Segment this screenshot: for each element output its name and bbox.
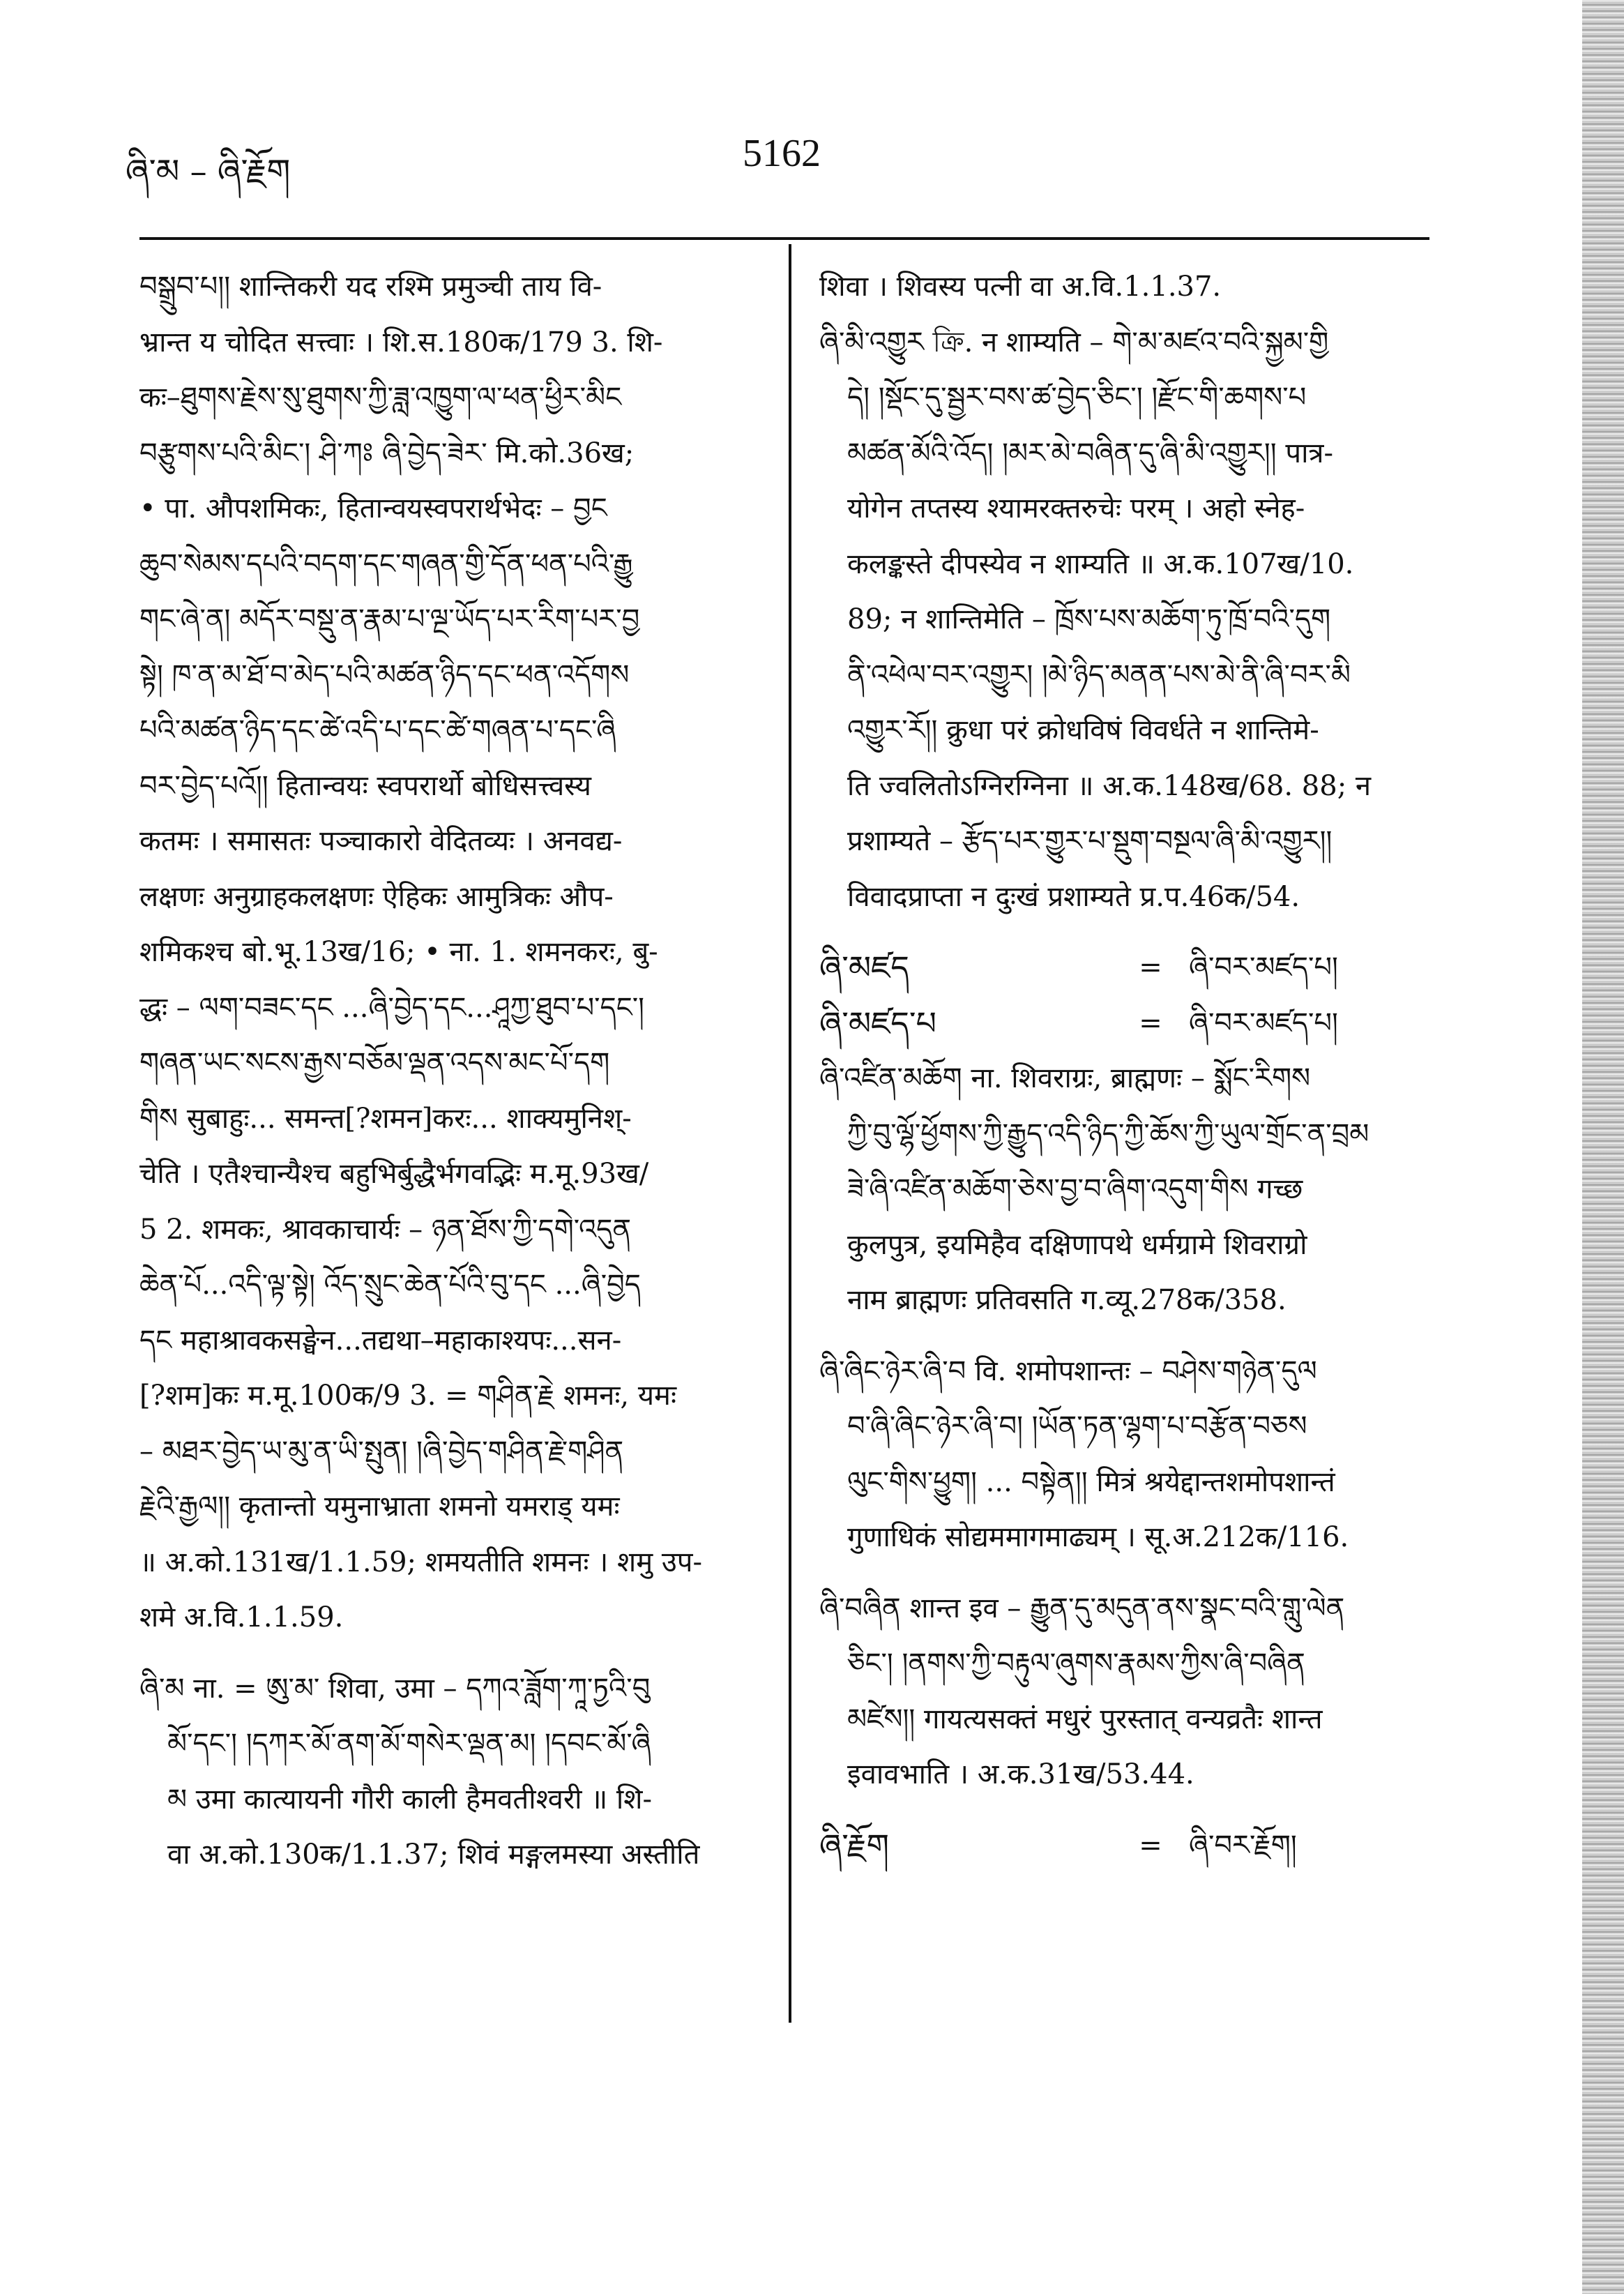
text-line: དང महाश्रावकसङ्घेन...तद्यथा–महाकाश्यपः...सन-: [139, 1324, 622, 1357]
text-line: ཞི་བཞིན शान्त इव – རྒྱུན་དུ་མདུན་ནས་སྣང་བའི་གླུ་ལེན: [819, 1592, 1345, 1624]
text-line: द्धः – ལག་བཟང་དང ...ཞི་བྱེད་དང...ཤཱཀྱ་ཐུབ་པ་དང་།: [139, 991, 645, 1024]
entry-zhi-mi-gyur: [819, 315, 1433, 926]
text-line: भ्रान्त य चोदित सत्त्वाः । शि.स.180क/179 3. शि-: [139, 326, 663, 359]
text-line: योगेन तप्तस्य श्यामरक्तरुचेः परम् । अहो स्नेह-: [847, 492, 1305, 525]
text-line: विवादप्राप्ता न दुःखं प्रशाम्यते प्र.प.46क/54.: [847, 880, 1300, 913]
text-line: ཆེན་པོ...འདི་ལྟ་སྟེ། འོད་སྲུང་ཆེན་པོའི་བུ་དང ...ཞི་བྱེད: [139, 1269, 641, 1301]
text-line: བ་ཞི་ཞིང་ཉེར་ཞི་བ། །ཡོན་ཏན་ལྷག་པ་བརྩོན་བཅས: [847, 1410, 1307, 1442]
column-divider: [789, 244, 791, 2023]
text-line: कलङ्कस्ते दीपस्येव न शाम्यति ॥ अ.क.107ख/10.: [847, 548, 1354, 580]
text-line: • पा. औपशमिकः, हितान्वयस्वपरार्थभेदः – བྱང: [139, 492, 607, 525]
text-line: ནི་འཕེལ་བར་འགྱུར། །མེ་ཉིད་མནན་པས་མེ་ནི་ཞི་བར་མི: [847, 658, 1351, 691]
text-line: ཞི་ཞིང་ཉེར་ཞི་བ वि. शमोपशान्तः – བཤེས་གཉེན་དུལ: [819, 1354, 1317, 1387]
text-line: གང་ཞེ་ན། མདོར་བསྡུ་ན་རྣམ་པ་ལྔ་ཡོད་པར་རིག་པར་བྱ: [139, 603, 640, 635]
text-line: གིས सुबाहुः... समन्त[?शमन]करः... शाक्यमुनिश्-: [139, 1102, 632, 1135]
text-line: नाम ब्राह्मणः प्रतिवसति ग.व्यू.278क/358.: [847, 1284, 1287, 1316]
entry-shivaragra: [819, 1051, 1433, 1329]
text-line: ॥ अ.को.131ख/1.1.59; शमयतीति शमनः । शमु उप-: [139, 1546, 703, 1578]
right-column: [819, 259, 1433, 1873]
cross-ref-headword: ཞི་མཛད་པ: [819, 1004, 936, 1042]
text-line: རྗེའི་རྒྱལ།། कृतान्तो यमुनाभ्राता शमनो यमराड् यमः: [139, 1491, 620, 1523]
running-head: ཞི་མ – ཞི་རྗོག: [126, 152, 291, 191]
text-line: शमे अ.वि.1.1.59.: [139, 1601, 344, 1633]
equals-sign: =: [1139, 1829, 1162, 1862]
text-line: དེ། །སྡོང་དུ་སྦྱར་བས་ཚ་བྱེད་ཅིང་། །རྫོང་གི་ཆགས་པ: [847, 382, 1307, 414]
entry-shanti: [139, 259, 753, 1646]
text-line: इवावभाति । अ.क.31ख/53.44.: [847, 1758, 1194, 1790]
text-line: गुणाधिकं सोद्यममागमाढ्यम् । सू.अ.212क/116.: [847, 1521, 1349, 1553]
left-column: [139, 259, 753, 1883]
text-line: མ उमा कात्यायनी गौरी काली हैमवतीश्वरी ॥ शि-: [167, 1783, 652, 1816]
text-line: འགྱུར་རོ།། क्रुधा परं क्रोधविषं विवर्धते न शान्तिमे-: [847, 714, 1319, 746]
text-line: शिवा । शिवस्य पत्नी वा अ.वि.1.1.37.: [819, 271, 1222, 303]
text-line: ཞི་འཛིན་མཆོག ना. शिवराग्रः, ब्राह्मणः – སྨོང་རིགས: [819, 1062, 1311, 1094]
text-line: བསྒྲུབ་པ།། शान्तिकरी यद रश्मि प्रमुञ्ची ताय वि-: [139, 271, 602, 303]
cross-ref-row: [819, 1818, 1433, 1874]
text-line: प्रशाम्यते – རྩོད་པར་གྱུར་པ་སྡུག་བསྔལ་ཞི་མི་འགྱུར།།: [847, 825, 1333, 857]
text-line: ति ज्वलितोऽग्निरग्निना ॥ अ.क.148ख/68. 88; न: [847, 769, 1372, 802]
header-rule: [139, 237, 1429, 240]
page-number: 5162: [743, 132, 821, 175]
text-line: གཞན་ཡང་སངས་རྒྱས་བཅོམ་ལྡན་འདས་མང་པོ་དག: [139, 1047, 610, 1079]
cross-ref-target: ཞི་བར་རྗོག།: [1189, 1829, 1297, 1862]
text-line: པའི་མཚན་ཉིད་དང་ཚེ་འདི་པ་དང་ཚེ་གཞན་པ་དང་ཞི: [139, 714, 616, 746]
entry-shanta-iva: [819, 1581, 1433, 1803]
entry-shiva-continued: [819, 259, 1433, 315]
text-line: – མཐར་བྱེད་ཡ་མུ་ན་ཡི་སྤུན། །ཞི་བྱེད་གཤིན་རྗེ་གཤིན: [139, 1435, 624, 1467]
text-line: कुलपुत्र, इयमिहैव दक्षिणापथे धर्मग्रामे शिवराग्रो: [847, 1228, 1307, 1261]
text-line: लक्षणः अनुग्राहकलक्षणः ऐहिकः आमुत्रिकः औप-: [139, 880, 614, 913]
text-line: ཞི་མི་འགྱུར ক্রি. न शाम्यति – གེ་མ་མཛའ་བའི་སྐྱམ་གྱི: [819, 326, 1329, 359]
cross-ref-row: [819, 940, 1433, 996]
cross-ref-target: ཞི་བར་མཛད་པ།: [1189, 951, 1338, 983]
text-line: སྟེ། ཁ་ན་མ་ཐོ་བ་མེད་པའི་མཚན་ཉིད་དང་ཕན་འདོགས: [139, 658, 630, 691]
text-line: མཚན་མོའི་འོད། །མར་མེ་བཞིན་དུ་ཞི་མི་འགྱུར།། पात्र-: [847, 437, 1334, 469]
text-line: ཞི་མ ना. = ཨུ་མ་ शिवा, उमा – དཀའ་ཟློག་ཀཱ་ཏྱའི་བུ: [139, 1672, 651, 1705]
text-line: མོ་དང་། །དཀར་མོ་ནག་མོ་གསེར་ལྡན་མ། །དབང་མོ་ཞི: [167, 1728, 651, 1760]
cross-ref-target: ཞི་བར་མཛད་པ།: [1189, 1006, 1338, 1039]
text-line: ལུང་གིས་ཕྱུག། ... བསྟེན།། मित्रं श्रयेद्दान्तशमोपशान्तं: [847, 1465, 1335, 1498]
text-line: ཀྱི་བུ་ལྷོ་ཕྱོགས་ཀྱི་རྒྱུད་འདི་ཉིད་ཀྱི་ཆོས་ཀྱི་ཡུལ་གྲོང་ན་བྲམ: [847, 1117, 1369, 1150]
cross-ref-headword: ཞི་མཛད: [819, 949, 909, 986]
cross-ref-headword: ཞི་རྗོག: [819, 1826, 890, 1864]
equals-sign: =: [1139, 951, 1162, 983]
text-line: शमिकश्च बो.भू.13ख/16; • ना. 1. शमनकरः, बु-: [139, 936, 658, 968]
text-line: 89; न शान्तिमेति – ཁྲོས་པས་མཆོག་ཏུ་ཁྲོ་བའི་དུག: [847, 603, 1331, 635]
page-edge-shadow: [1582, 0, 1624, 2294]
text-line: ཟེ་ཞི་འཛིན་མཆོག་ཅེས་བྱ་བ་ཞིག་འདུག་གིས गच्छ: [847, 1173, 1303, 1205]
text-line: བར་བྱེད་པའོ།། हितान्वयः स्वपरार्थो बोधिसत्त्वस्य: [139, 769, 591, 802]
text-line: ཅིང་། །ནགས་ཀྱི་བརྟུལ་ཞུགས་རྣམས་ཀྱིས་ཞི་བཞིན: [847, 1647, 1305, 1680]
text-line: कः–ཐུགས་རྗེས་སུ་ཐུགས་ཀྱི་ཟླ་འཁྱུག་ལ་ཕན་ཕྱིར་མིང: [139, 382, 622, 414]
cross-ref-row: [819, 996, 1433, 1052]
entry-zhima: [139, 1661, 753, 1883]
text-line: [?शम]कः म.मू.100क/9 3. = གཤིན་རྗེ शमनः, यमः: [139, 1380, 677, 1412]
text-line: བརྩུགས་པའི་མིང་། ཤི་ཀཿ ཞི་བྱེད་ཟེར་ मि.को.36ख;: [139, 437, 635, 469]
text-line: 5 2. शमकः, श्रावकाचार्यः – ཉན་ཐོས་ཀྱི་དགེ་འདུན: [139, 1213, 632, 1246]
text-line: མཛེས།། गायत्यसक्तं मधुरं पुरस्तात् वन्यव्रतैः शान्त: [847, 1703, 1323, 1735]
text-line: कतमः । समासतः पञ्चाकारो वेदितव्यः । अनवद्य-: [139, 825, 623, 857]
text-line: चेति । एतैश्चान्यैश्च बहुभिर्बुद्धैर्भगवद्भिः म.मू.93ख/: [139, 1158, 649, 1190]
entry-shamopashanta: [819, 1344, 1433, 1566]
text-line: वा अ.को.130क/1.1.37; शिवं मङ्गलमस्या अस्तीति: [167, 1839, 700, 1871]
text-line: ཆུབ་སེམས་དཔའི་བདག་དང་གཞན་གྱི་དོན་ཕན་པའི་རྒྱུ: [139, 548, 633, 580]
equals-sign: =: [1139, 1006, 1162, 1039]
